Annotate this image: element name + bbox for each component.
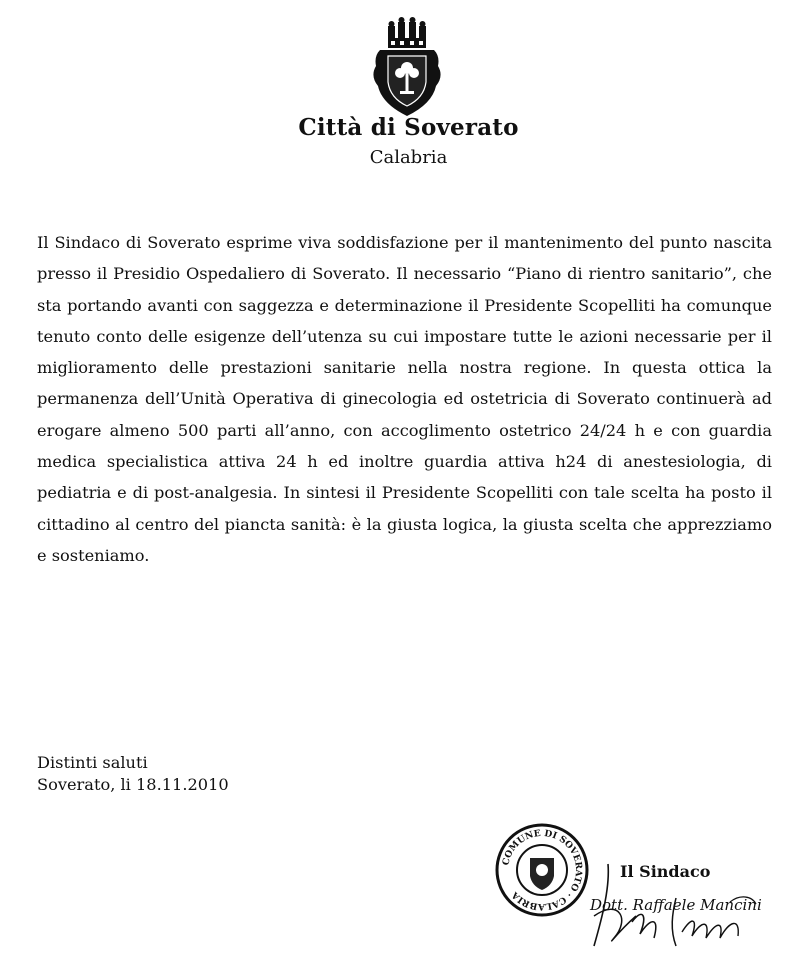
coat-of-arms-icon (368, 16, 446, 120)
salutation: Distinti saluti (37, 753, 148, 772)
city-name-heading: Città di Soverato (298, 114, 519, 141)
signature-role: Il Sindaco (620, 862, 711, 881)
seal-text: COMUNE DI SOVERATO · CALABRIA (501, 828, 584, 912)
signature-name: Dott. Raffaele Mancini (590, 896, 762, 914)
region-name: Calabria (369, 147, 448, 168)
place-date: Soverato, li 18.11.2010 (37, 775, 229, 794)
official-stamp-icon (494, 822, 590, 918)
signature-block (580, 858, 780, 958)
closing-block (37, 752, 229, 796)
body-paragraph: Il Sindaco di Soverato esprime viva soddisfazione per il mantenimento del punto nascita presso il Presidio Ospedaliero di Soverato. Il necessario “Piano di rientro sanitario”, che sta portando avanti con saggezza e determinazione il Presidente Scopelliti ha comunque tenuto conto delle esigenze dell’utenza su cui impostare tutte le azioni necessarie per il miglioramento delle prestazioni sanitarie nella nostra regione. In questa ottica la permanenza dell’Unità Operativa di ginecologia ed ostetricia di Soverato continuerà ad erogare almeno 500 parti all’anno, con accoglimento ostetrico 24/24 h e con guardia medica specialistica attiva 24 h ed inoltre guardia attiva h24 di anestesiologia, di pediatria e di post-analgesia. In sintesi il Presidente Scopelliti con tale scelta ha posto il cittadino al centro del piancta sanità: è la giusta logica, la giusta scelta che apprezziamo e sosteniamo. (37, 233, 772, 565)
